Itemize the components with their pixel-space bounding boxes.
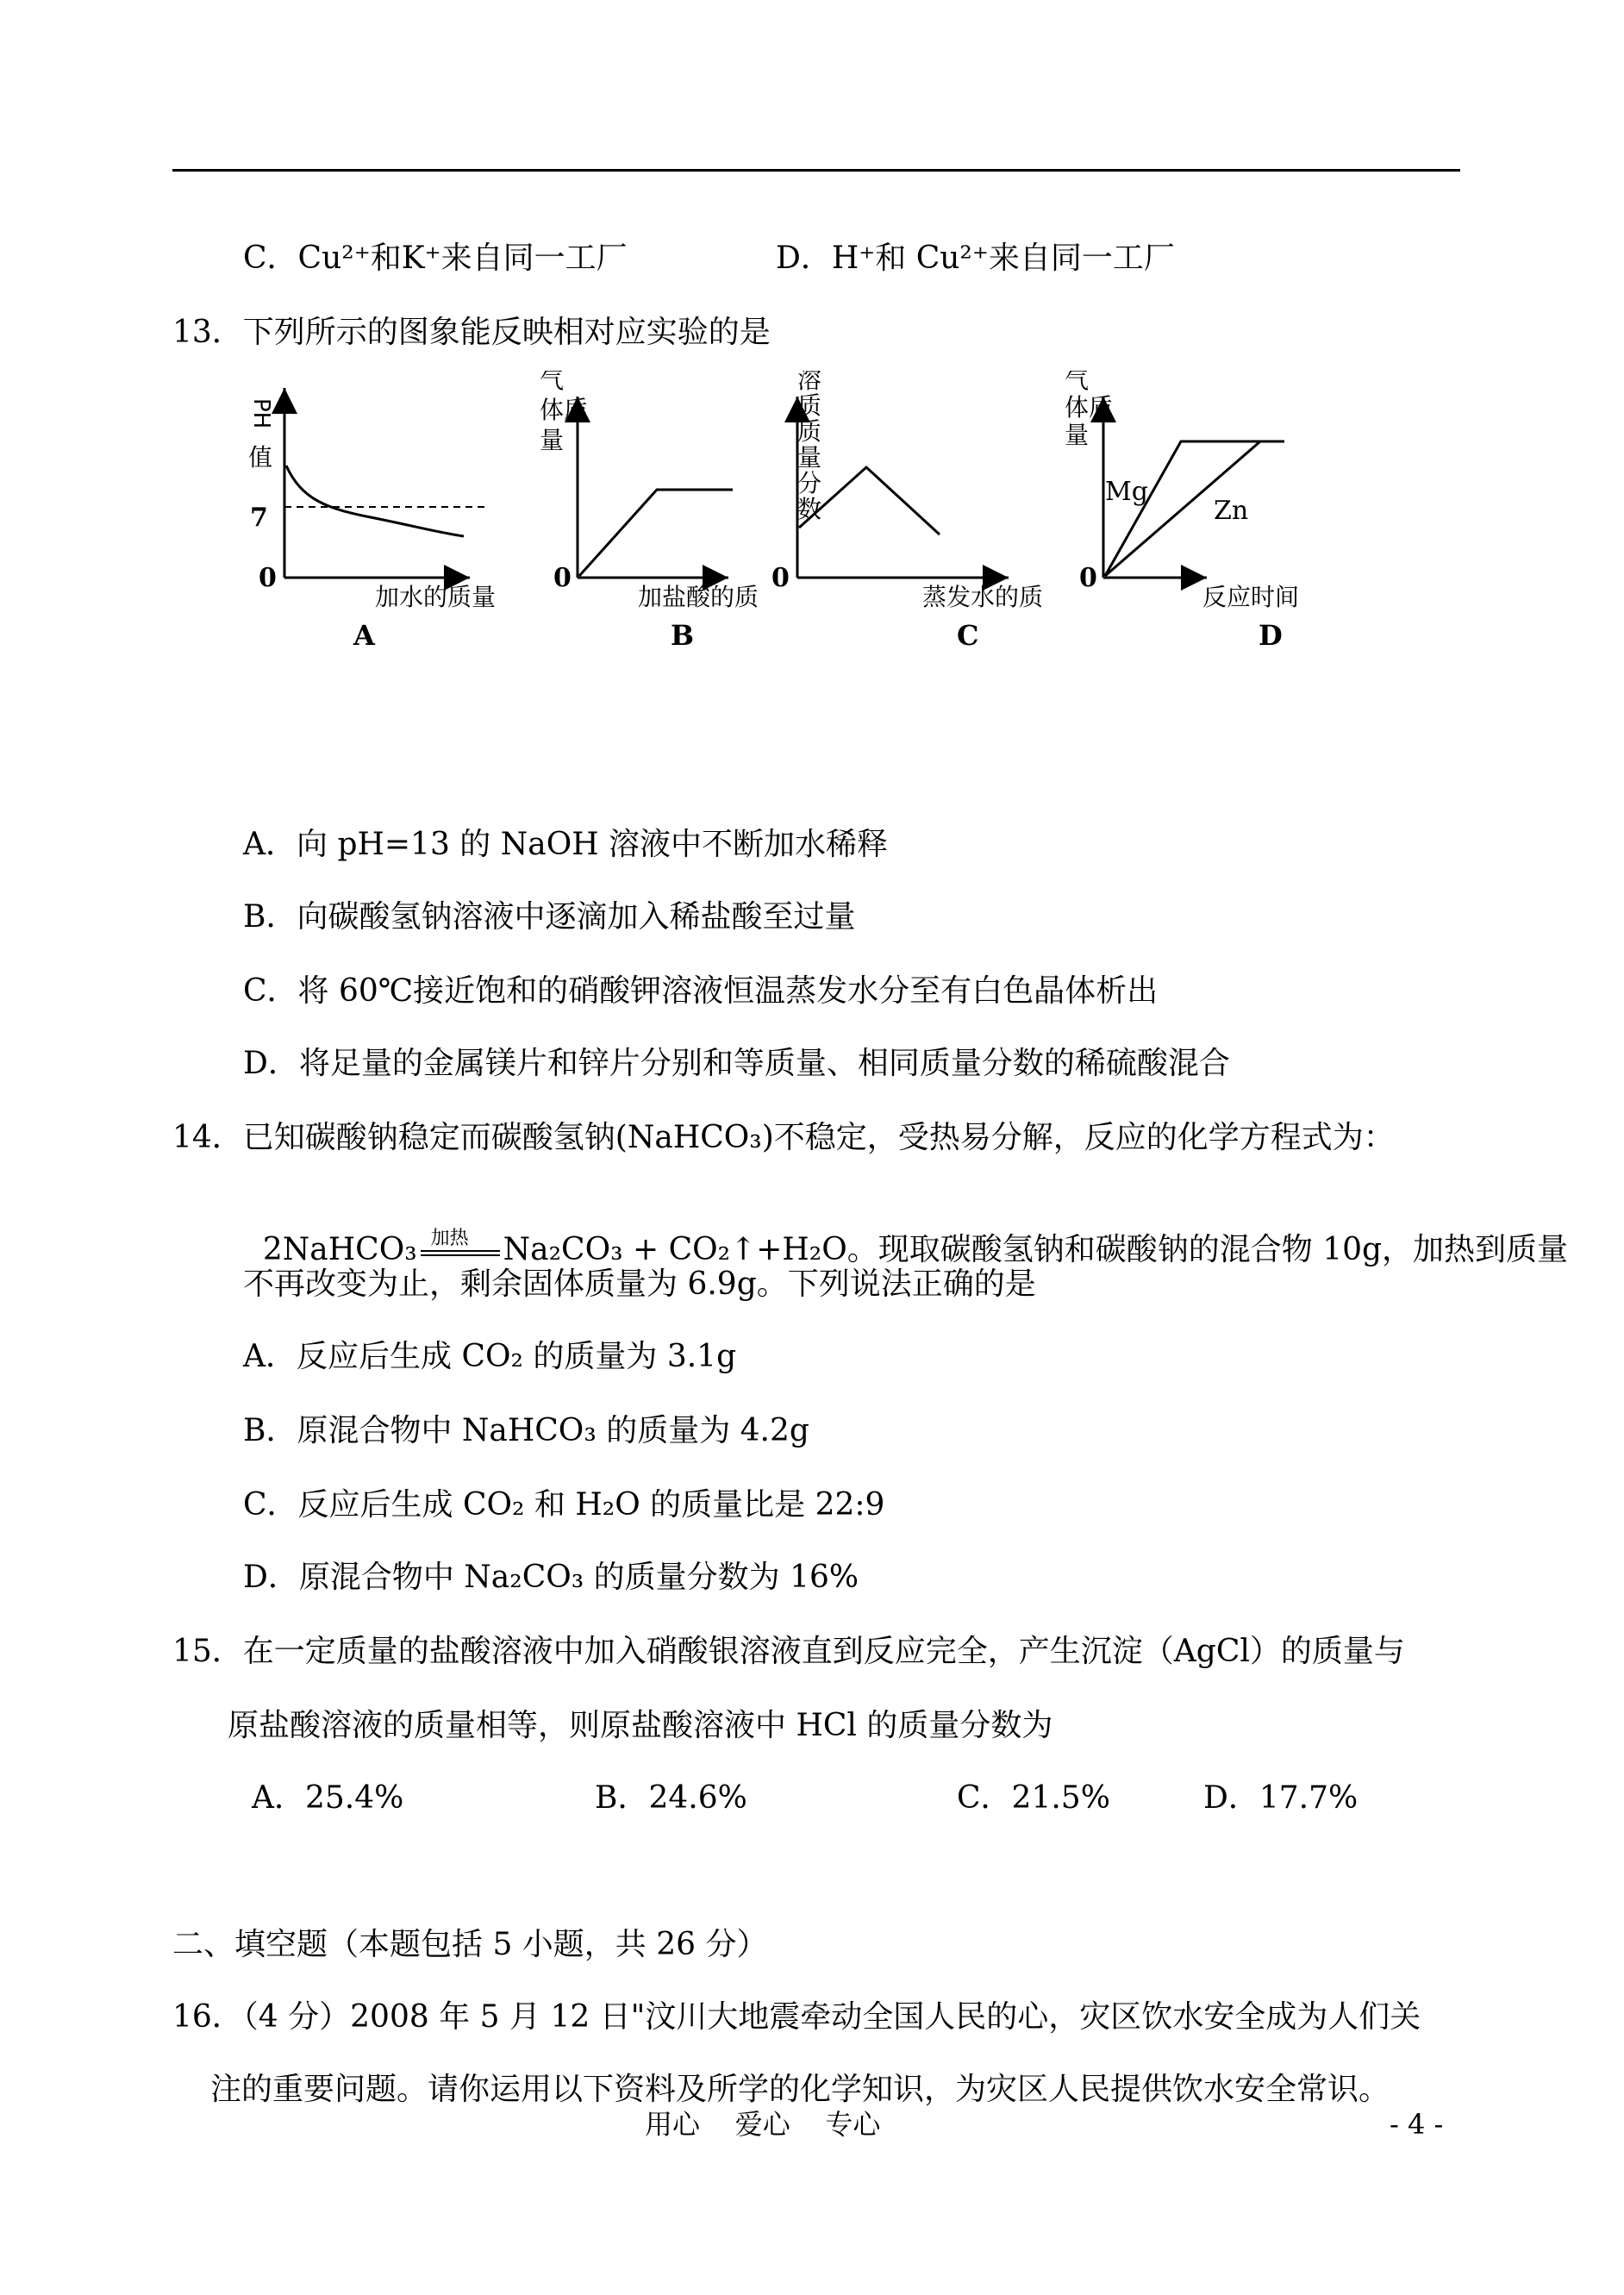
- footer-page-number: - 4 -: [1390, 2108, 1444, 2141]
- graph-c-ylabel-6: 数: [797, 495, 822, 523]
- footer-motto: 用心 爱心 专心: [645, 2108, 881, 2141]
- graph-b: [540, 371, 759, 652]
- q13-option-a: A．向 pH=13 的 NaOH 溶液中不断加水稀释: [243, 827, 889, 862]
- graph-a-tick-7: 7: [250, 503, 268, 533]
- q15-line1: 15．在一定质量的盐酸溶液中加入硝酸银溶液直到反应完全，产生沉淀（AgCl）的质量与: [172, 1634, 1405, 1669]
- graph-b-label: B: [671, 619, 695, 652]
- q12-option-d: D．H⁺和 Cu²⁺来自同一工厂: [776, 241, 1175, 276]
- graph-c-ylabel-1: 溶: [797, 371, 822, 394]
- graph-d-mg-label: Mg: [1105, 477, 1148, 507]
- heat-condition: 加热: [430, 1228, 469, 1249]
- graph-c-xlabel: 蒸发水的质: [922, 583, 1044, 611]
- header-rule: [172, 169, 1460, 172]
- graph-d-label: D: [1259, 619, 1283, 652]
- graph-c-ylabel-5: 分: [797, 469, 822, 497]
- graph-a-ylabel: 值: [248, 443, 273, 472]
- graph-a-xlabel: 加水的质量: [375, 583, 497, 611]
- graph-c: [771, 371, 1043, 652]
- q15-option-d: D．17.7%: [1203, 1780, 1359, 1816]
- graph-d-xlabel: 反应时间: [1202, 583, 1300, 611]
- graph-a: [248, 388, 496, 652]
- graph-a-curve: [286, 466, 464, 536]
- q14-line1: 14．已知碳酸钠稳定而碳酸氢钠(NaHCO₃)不稳定，受热易分解，反应的化学方程式为：: [172, 1120, 1395, 1155]
- q13-option-c: C．将 60℃接近饱和的硝酸钾溶液恒温蒸发水分至有白色晶体析出: [243, 973, 1159, 1009]
- graph-b-origin: 0: [553, 563, 572, 593]
- graph-c-label: C: [957, 619, 979, 652]
- q14-equation: [243, 1193, 1568, 1269]
- graph-d-origin: 0: [1079, 563, 1097, 593]
- q13-stem: 13．下列所示的图象能反映相对应实验的是: [172, 315, 771, 350]
- q14-eq-left: 2NaHCO₃: [262, 1232, 417, 1267]
- q15-option-c: C．21.5%: [957, 1780, 1110, 1816]
- q15-option-a: A．25.4%: [252, 1780, 404, 1816]
- graph-d-ylabel-1: 气: [1065, 371, 1090, 394]
- q13-graphs-svg: [241, 371, 1362, 681]
- q16-line2: 注的重要问题。请你运用以下资料及所学的化学知识，为灾区人民提供饮水安全常识。: [210, 2072, 1390, 2107]
- q14-option-c: C．反应后生成 CO₂ 和 H₂O 的质量比是 22:9: [243, 1487, 885, 1523]
- graph-b-ylabel-3: 量: [540, 426, 565, 454]
- q14-line3: 不再改变为止，剩余固体质量为 6.9g。下列说法正确的是: [243, 1266, 1036, 1302]
- graph-b-ylabel-1: 气: [540, 371, 565, 394]
- q14-eq-right: Na₂CO₃ + CO₂↑+H₂O。现取碳酸氢钠和碳酸钠的混合物 10g，加热到质量: [503, 1232, 1569, 1267]
- graph-d-ylabel-2: 体质: [1065, 393, 1114, 422]
- q16-line1: 16．（4 分）2008 年 5 月 12 日"汶川大地震牵动全国人民的心，灾区饮水安全成为人们关: [172, 1999, 1421, 2035]
- graph-d: [1065, 371, 1299, 652]
- graph-a-origin: 0: [259, 563, 277, 593]
- graph-c-origin: 0: [771, 563, 790, 593]
- graph-d-zn-label: Zn: [1214, 496, 1249, 526]
- graph-b-xlabel: 加盐酸的质: [638, 583, 759, 611]
- q13-option-d: D．将足量的金属镁片和锌片分别和等质量、相同质量分数的稀硫酸混合: [243, 1046, 1230, 1081]
- graph-c-ylabel-4: 量: [797, 443, 822, 472]
- graph-a-label: A: [353, 619, 375, 652]
- graph-b-curve: [579, 490, 733, 576]
- q14-option-d: D．原混合物中 Na₂CO₃ 的质量分数为 16%: [243, 1560, 859, 1595]
- q12-option-c: C．Cu²⁺和K⁺来自同一工厂: [243, 241, 628, 276]
- graph-c-ylabel-3: 质: [797, 417, 822, 446]
- graph-c-ylabel-2: 质: [797, 391, 822, 420]
- graph-a-ylabel-ph: PH: [248, 398, 274, 429]
- q13-option-b: B．向碳酸氢钠溶液中逐滴加入稀盐酸至过量: [243, 899, 856, 935]
- q14-option-a: A．反应后生成 CO₂ 的质量为 3.1g: [243, 1339, 737, 1374]
- q15-option-b: B．24.6%: [595, 1780, 747, 1816]
- q14-option-b: B．原混合物中 NaHCO₃ 的质量为 4.2g: [243, 1413, 809, 1448]
- graph-d-ylabel-3: 量: [1065, 421, 1090, 449]
- section2-title: 二、填空题（本题包括 5 小题，共 26 分）: [172, 1927, 768, 1962]
- q15-line2: 原盐酸溶液的质量相等，则原盐酸溶液中 HCl 的质量分数为: [228, 1708, 1053, 1743]
- graph-b-ylabel-2: 体质: [540, 396, 589, 424]
- heat-arrow: [417, 1228, 503, 1269]
- graph-d-mg-line: [1105, 441, 1284, 576]
- q13-figure: [241, 371, 1362, 685]
